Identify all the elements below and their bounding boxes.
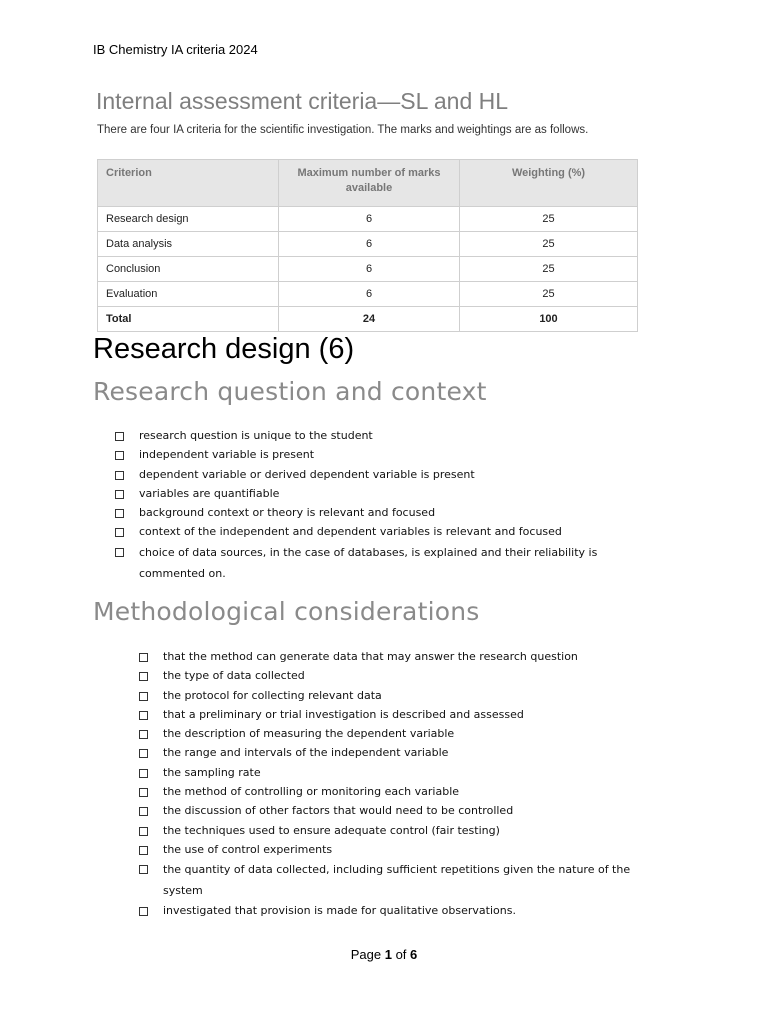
checkbox-icon — [139, 749, 148, 758]
list-item-text: variables are quantifiable — [139, 486, 280, 500]
checkbox-icon — [139, 865, 148, 874]
table-row — [98, 207, 638, 232]
checkbox-icon — [139, 653, 148, 662]
checkbox-icon — [115, 432, 124, 441]
checkbox-icon — [139, 711, 148, 720]
checkbox-icon — [139, 730, 148, 739]
list-item — [139, 724, 639, 743]
checkbox-icon — [115, 490, 124, 499]
cell-max-marks: 24 — [279, 307, 460, 332]
cell-max-marks: 6 — [279, 282, 460, 307]
checkbox-icon — [139, 907, 148, 916]
ia-criteria-title: Internal assessment criteria—SL and HL — [96, 88, 509, 114]
checkbox-icon — [139, 807, 148, 816]
list-item — [115, 542, 635, 584]
list-item-text: the type of data collected — [163, 669, 305, 683]
list-item — [139, 782, 639, 801]
section-heading-research-design: Research design (6) — [93, 333, 355, 365]
checkbox-icon — [139, 672, 148, 681]
page-current: 1 — [384, 947, 392, 962]
list-item — [139, 743, 639, 762]
list-item-text: the techniques used to ensure adequate control (fair testing) — [163, 823, 500, 837]
cell-max-marks: 6 — [279, 257, 460, 282]
subheading-research-question: Research question and context — [93, 377, 487, 406]
checkbox-icon — [139, 788, 148, 797]
list-item-text: the description of measuring the dependent variable — [163, 727, 455, 741]
checkbox-icon — [115, 471, 124, 480]
list-item — [139, 901, 639, 920]
list-item-text: the sampling rate — [163, 765, 261, 779]
cell-weighting: 25 — [460, 207, 638, 232]
table-total-row — [98, 307, 638, 332]
subheading-methodological: Methodological considerations — [93, 597, 480, 626]
list-item — [115, 522, 635, 541]
checkbox-icon — [115, 548, 124, 557]
list-item — [115, 503, 635, 522]
cell-weighting: 25 — [460, 232, 638, 257]
list-item — [139, 647, 639, 666]
list-item-text: choice of data sources, in the case of databases, is explained and their reliability is commented on. — [139, 545, 598, 580]
list-item-text: that the method can generate data that may answer the research question — [163, 650, 578, 663]
checkbox-icon — [139, 846, 148, 855]
column-header-weighting: Weighting (%) — [460, 160, 638, 207]
list-item-text: investigated that provision is made for qualitative observations. — [163, 904, 516, 918]
cell-criterion: Conclusion — [98, 257, 279, 282]
ia-criteria-subtitle: There are four IA criteria for the scientific investigation. The marks and weightings are as follows. — [97, 124, 589, 136]
cell-criterion: Evaluation — [98, 282, 279, 307]
cell-max-marks: 6 — [279, 207, 460, 232]
table-row — [98, 257, 638, 282]
list-item-text: the protocol for collecting relevant data — [163, 688, 382, 702]
cell-criterion: Total — [98, 307, 279, 332]
page-number — [0, 947, 768, 962]
checkbox-icon — [139, 692, 148, 701]
list-item — [115, 426, 635, 445]
list-item-text: the method of controlling or monitoring each variable — [163, 785, 460, 799]
document-header: IB Chemistry IA criteria 2024 — [93, 42, 258, 57]
list-item — [115, 465, 635, 484]
checkbox-icon — [139, 769, 148, 778]
column-header-criterion: Criterion — [98, 160, 279, 207]
list-item-text: research question is unique to the student — [139, 429, 373, 442]
list-item — [115, 484, 635, 503]
checkbox-icon — [139, 827, 148, 836]
list-item — [139, 666, 639, 685]
list-item-text: the quantity of data collected, including sufficient repetitions given the nature of the system — [163, 863, 631, 898]
table-row — [98, 232, 638, 257]
cell-max-marks: 6 — [279, 232, 460, 257]
list-item-text: dependent variable or derived dependent variable is present — [139, 467, 475, 481]
list-item-text: the discussion of other factors that would need to be controlled — [163, 804, 514, 818]
methodological-checklist — [139, 647, 639, 921]
cell-criterion: Data analysis — [98, 232, 279, 257]
list-item-text: the use of control experiments — [163, 842, 333, 856]
list-item — [139, 705, 639, 724]
checkbox-icon — [115, 451, 124, 460]
page-total: 6 — [410, 947, 418, 962]
cell-weighting: 25 — [460, 282, 638, 307]
list-item — [139, 821, 639, 840]
list-item-text: background context or theory is relevant and focused — [139, 506, 436, 520]
list-item — [139, 859, 639, 901]
research-question-checklist — [115, 426, 635, 584]
list-item — [139, 801, 639, 820]
column-header-max-marks: Maximum number of marks available — [279, 160, 460, 207]
list-item — [139, 840, 639, 859]
list-item-text: the range and intervals of the independent variable — [163, 746, 449, 760]
list-item — [115, 445, 635, 464]
list-item-text: context of the independent and dependent variables is relevant and focused — [139, 525, 562, 539]
page-prefix: Page — [350, 947, 385, 962]
list-item — [139, 686, 639, 705]
cell-weighting: 25 — [460, 257, 638, 282]
list-item-text: that a preliminary or trial investigation is described and assessed — [163, 707, 524, 721]
checkbox-icon — [115, 509, 124, 518]
checkbox-icon — [115, 528, 124, 537]
list-item-text: independent variable is present — [139, 448, 315, 462]
marks-table — [97, 159, 638, 332]
table-row — [98, 282, 638, 307]
table-header-row — [98, 160, 638, 207]
page-of: of — [391, 947, 411, 962]
cell-weighting: 100 — [460, 307, 638, 332]
list-item — [139, 763, 639, 782]
cell-criterion: Research design — [98, 207, 279, 232]
